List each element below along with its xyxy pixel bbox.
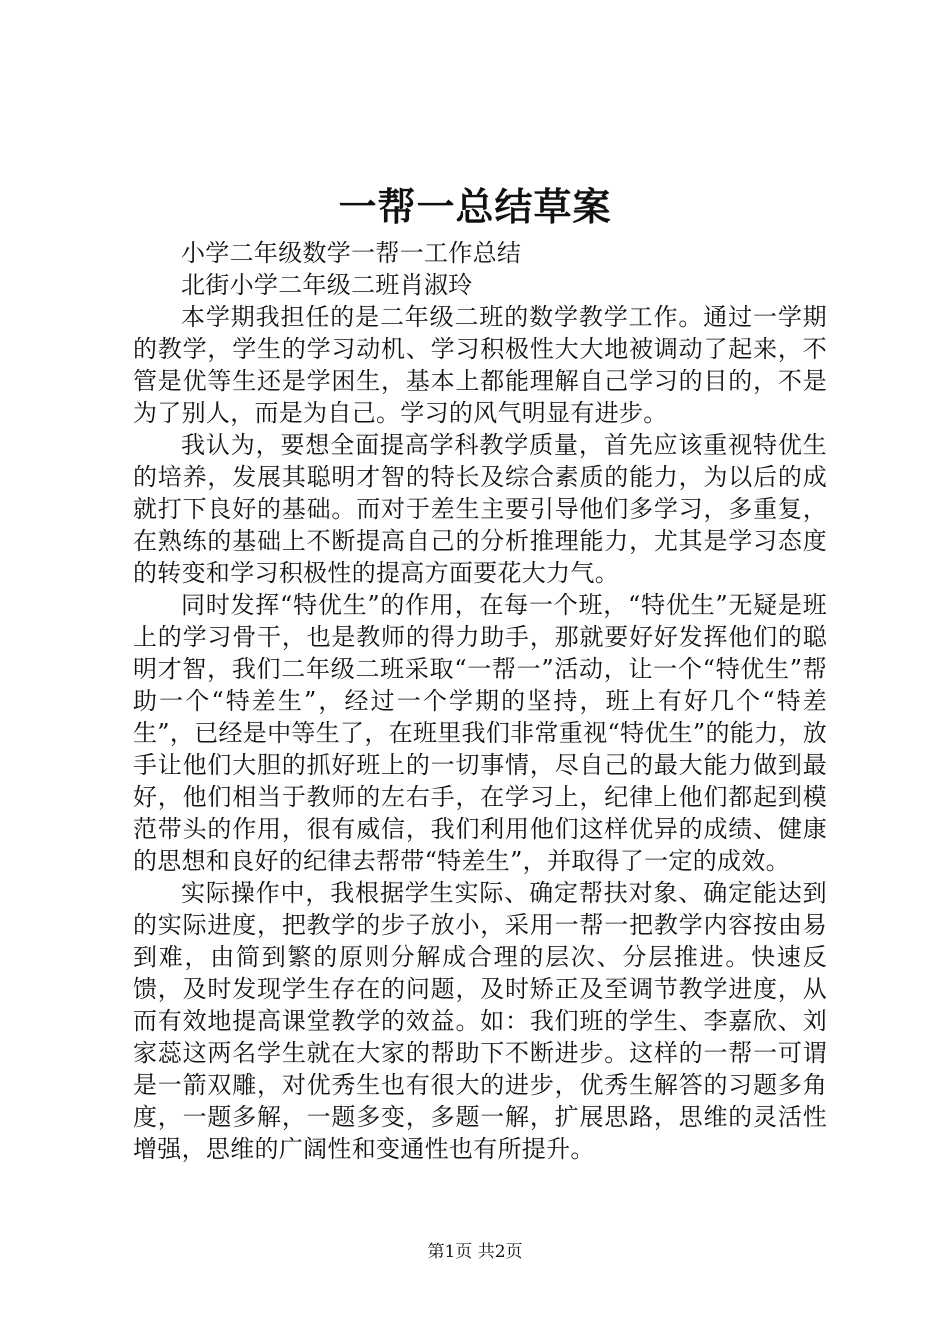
paragraph-3: 同时发挥“特优生”的作用，在每一个班，“特优生”无疑是班上的学习骨干，也是教师的得力助手，那就要好好发挥他们的聪明才智，我们二年级二班采取“一帮一”活动，让一个“特优生”帮助一个“特差生”，经过一个学期的坚持，班上有好几个“特差生”，已经是中等生了，在班里我们非常重视“特优生”的能力，放手让他们大胆的抓好班上的一切事情，尽自己的最大能力做到最好，他们相当于教师的左右手，在学习上，纪律上他们都起到模范带头的作用，很有威信，我们利用他们这样优异的成绩、健康的思想和良好的纪律去帮带“特差生”，并取得了一定的成效。 [133,591,827,875]
document-body [133,237,827,1165]
paragraph-2: 我认为，要想全面提高学科教学质量，首先应该重视特优生的培养，发展其聪明才智的特长及综合素质的能力，为以后的成就打下良好的基础。而对于差生主要引导他们多学习，多重复，在熟练的基础上不断提高自己的分析推理能力，尤其是学习态度的转变和学习积极性的提高方面要花大力气。 [133,431,827,587]
paragraph-1: 本学期我担任的是二年级二班的数学教学工作。通过一学期的教学，学生的学习动机、学习积极性大大地被调动了起来，不管是优等生还是学困生，基本上都能理解自己学习的目的，不是为了别人，而是为自己。学习的风气明显有进步。 [133,303,827,427]
subtitle-line: 小学二年级数学一帮一工作总结 [181,239,522,267]
document-title: 一帮一总结草案 [338,184,612,229]
page-footer: 第1页 共2页 [427,1242,523,1262]
author-line: 北街小学二年级二班肖淑玲 [181,271,473,299]
paragraph-4: 实际操作中，我根据学生实际、确定帮扶对象、确定能达到的实际进度，把教学的步子放小，采用一帮一把教学内容按由易到难，由简到繁的原则分解成合理的层次、分层推进。快速反馈，及时发现学生存在的问题，及时矫正及至调节教学进度，从而有效地提高课堂教学的效益。如：我们班的学生、李嘉欣、刘家蕊这两名学生就在大家的帮助下不断进步。这样的一帮一可谓是一箭双雕，对优秀生也有很大的进步，优秀生解答的习题多角度，一题多解，一题多变，多题一解，扩展思路，思维的灵活性增强，思维的广阔性和变通性也有所提升。 [133,879,827,1163]
